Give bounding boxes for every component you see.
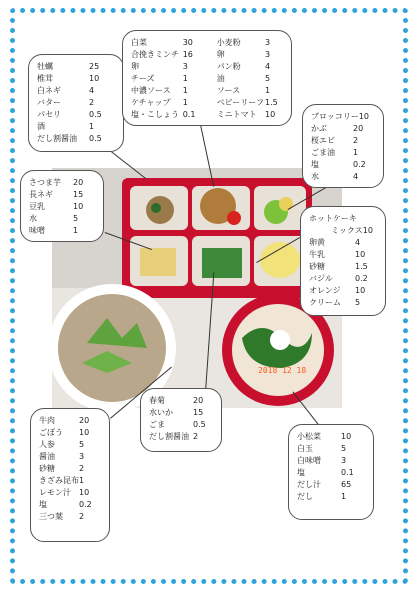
ingredient-amount: 5 <box>79 440 85 449</box>
ingredient-name: 塩 <box>39 500 47 509</box>
ingredient-row <box>297 479 365 491</box>
ingredient-row <box>217 97 283 109</box>
ingredient-name: ミニトマト <box>216 110 257 119</box>
hotcake-subtitle: ミックス <box>331 226 363 235</box>
ingredient-row <box>309 249 377 261</box>
ingredient-amount: 15 <box>73 190 84 199</box>
ingredient-name: 白味噌 <box>297 456 321 465</box>
ingredient-row <box>131 97 205 109</box>
ingredient-amount: 2 <box>79 512 85 521</box>
ingredient-row <box>39 439 101 451</box>
ingredient-name: 水 <box>311 172 319 181</box>
ingredient-amount: 20 <box>193 396 204 405</box>
ingredient-row <box>37 121 115 133</box>
hotcake-title: ホットケーキ <box>309 214 357 223</box>
ingredient-row <box>149 419 213 431</box>
ingredient-name: 小麦粉 <box>216 38 241 47</box>
ingredient-row <box>297 431 365 443</box>
ingredient-amount: 65 <box>341 480 352 489</box>
ingredient-name: ごま油 <box>311 148 335 157</box>
ingredient-row <box>131 37 205 49</box>
ingredient-amount: 1 <box>182 86 188 95</box>
ingredient-amount: 10 <box>358 112 370 121</box>
ingredient-name: 桜エビ <box>311 136 335 145</box>
ingredient-name: 味噌 <box>29 226 45 235</box>
ingredient-amount: 10 <box>265 110 276 119</box>
ingredient-amount: 10 <box>79 488 90 497</box>
ingredient-row <box>217 85 283 97</box>
ingredient-name: 卵 <box>131 62 139 71</box>
ingredient-row <box>309 261 377 273</box>
ingredient-amount: 3 <box>182 62 188 71</box>
ingredient-row <box>39 487 101 499</box>
ingredient-row <box>311 171 375 183</box>
ingredient-row <box>297 443 365 455</box>
ingredient-row <box>29 225 95 237</box>
ingredient-name: バター <box>37 98 61 107</box>
ingredient-amount: 5 <box>341 444 347 453</box>
ingredient-row <box>37 61 115 73</box>
ingredient-amount: 2 <box>193 432 199 441</box>
ingredient-amount: 1.5 <box>265 98 278 107</box>
ingredient-name: 豆乳 <box>29 202 45 211</box>
ingredient-row <box>37 73 115 85</box>
ingredient-amount: 5 <box>265 74 271 83</box>
ingredient-row <box>311 135 375 147</box>
ingredient-amount: 10 <box>355 250 366 259</box>
ingredient-row <box>39 475 101 487</box>
ingredient-row <box>309 273 377 285</box>
ingredient-name: 白玉 <box>297 444 313 453</box>
ingredient-name: 牛乳 <box>309 250 325 259</box>
ingredient-amount: 10 <box>89 74 100 83</box>
ingredient-name: 塩 <box>297 468 305 477</box>
ingredient-amount: 2 <box>353 136 359 145</box>
ingredient-amount: 4 <box>89 86 95 95</box>
ingredient-amount: 3 <box>341 456 347 465</box>
ingredient-row <box>131 85 205 97</box>
ingredient-amount: 15 <box>193 408 204 417</box>
ingredient-row <box>309 297 377 309</box>
ingredient-row <box>131 61 205 73</box>
ingredient-name: レモン汁 <box>39 488 71 497</box>
ingredient-row <box>29 189 95 201</box>
ingredients-bubble-bottom-center <box>140 388 222 452</box>
ingredient-name: ブロッコリー <box>311 112 359 121</box>
ingredient-row <box>149 395 213 407</box>
ingredient-row <box>217 61 283 73</box>
ingredient-name: ソース <box>216 86 241 95</box>
ingredient-row <box>29 213 95 225</box>
ingredient-amount: 20 <box>73 178 84 187</box>
ingredient-row <box>217 49 283 61</box>
ingredient-name: 小松菜 <box>297 432 321 441</box>
ingredient-name: 長ネギ <box>29 190 53 199</box>
ingredient-name: 白ネギ <box>37 86 61 95</box>
ingredient-row <box>39 427 101 439</box>
ingredient-name: 人参 <box>39 440 55 449</box>
ingredient-amount: 0.2 <box>79 500 92 509</box>
ingredient-amount: 1 <box>353 148 359 157</box>
ingredient-amount: 1 <box>265 86 271 95</box>
ingredient-name: 三つ葉 <box>39 512 63 521</box>
ingredient-name: オレンジ <box>309 286 341 295</box>
ingredient-amount: 2 <box>79 464 85 473</box>
ingredients-bubble-bottom-left <box>30 408 110 542</box>
ingredient-name: 酒 <box>37 122 45 131</box>
ingredient-row <box>29 201 95 213</box>
ingredient-name: 水いか <box>149 408 173 417</box>
ingredients-bubble-right-top <box>302 104 384 188</box>
ingredient-name: だし汁 <box>297 480 321 489</box>
ingredient-amount: 20 <box>79 416 90 425</box>
ingredient-amount: 1 <box>182 98 188 107</box>
ingredient-amount: 10 <box>355 286 366 295</box>
ingredient-amount: 1 <box>341 492 347 501</box>
ingredient-amount: 0.1 <box>341 468 354 477</box>
ingredient-amount: 16 <box>182 50 193 59</box>
ingredient-name: 塩 <box>311 160 319 169</box>
ingredient-amount: 10 <box>73 202 84 211</box>
ingredient-amount: 0.2 <box>353 160 366 169</box>
ingredient-amount: 2 <box>89 98 95 107</box>
ingredient-row <box>37 109 115 121</box>
ingredient-amount: 0.5 <box>193 420 206 429</box>
ingredient-row <box>311 159 375 171</box>
ingredient-row <box>131 109 205 121</box>
ingredient-row <box>39 415 101 427</box>
ingredient-row <box>39 463 101 475</box>
ingredient-amount: 1.5 <box>355 262 368 271</box>
ingredient-row <box>297 467 365 479</box>
ingredient-name: 牛肉 <box>39 416 55 425</box>
ingredient-name: パン粉 <box>216 62 241 71</box>
ingredient-row <box>37 85 115 97</box>
ingredient-row <box>297 455 365 467</box>
ingredient-amount: 10 <box>341 432 352 441</box>
ingredient-name: パセリ <box>37 110 61 119</box>
ingredient-name: ベビーリーフ <box>216 98 264 107</box>
ingredient-name: バジル <box>309 274 333 283</box>
ingredient-amount: 1 <box>79 476 85 485</box>
ingredient-name: さつま芋 <box>29 178 61 187</box>
ingredient-name: ごぼう <box>39 428 63 437</box>
ingredient-name: ケチャップ <box>131 98 171 107</box>
ingredient-amount: 0.5 <box>89 134 102 143</box>
ingredient-row <box>217 37 283 49</box>
ingredient-amount: 3 <box>265 50 271 59</box>
ingredient-name: だし割醤油 <box>149 432 189 441</box>
ingredients-bubble-bottom-right <box>288 424 374 520</box>
ingredient-name: 中濃ソース <box>131 86 171 95</box>
ingredient-name: 卵黄 <box>309 238 325 247</box>
ingredient-amount: 10 <box>79 428 90 437</box>
ingredient-name: 合挽きミンチ <box>131 50 179 59</box>
ingredient-name: 水 <box>29 214 37 223</box>
ingredient-row <box>131 49 205 61</box>
ingredient-amount: 1 <box>89 122 95 131</box>
ingredient-amount: 4 <box>265 62 271 71</box>
ingredient-row <box>29 177 95 189</box>
ingredient-amount: 0.5 <box>89 110 102 119</box>
ingredient-row <box>39 499 101 511</box>
ingredient-amount: 1 <box>182 74 188 83</box>
ingredient-row <box>149 431 213 443</box>
ingredient-row <box>39 511 101 523</box>
ingredient-amount: 0.1 <box>182 110 196 119</box>
ingredient-row <box>311 147 375 159</box>
hotcake-subtitle-amount: 10 <box>362 226 373 235</box>
hotcake-subtitle-row <box>309 225 377 237</box>
ingredient-row <box>37 97 115 109</box>
ingredient-amount: 25 <box>89 62 100 71</box>
ingredient-name: ごま <box>149 420 165 429</box>
ingredient-amount: 3 <box>79 452 85 461</box>
ingredient-amount: 5 <box>73 214 79 223</box>
ingredient-name: 牡蠣 <box>37 62 53 71</box>
hotcake-title-row <box>309 213 377 225</box>
ingredient-amount: 3 <box>265 38 271 47</box>
ingredient-name: かぶ <box>311 124 327 133</box>
ingredients-bubble-top-left <box>28 54 124 152</box>
ingredient-name: 卵 <box>216 50 225 59</box>
ingredient-name: 砂糖 <box>39 464 55 473</box>
ingredients-bubble-top-center <box>122 30 292 126</box>
ingredient-row <box>309 237 377 249</box>
ingredient-row <box>311 111 375 123</box>
photo-date-stamp: 2018 12 18 <box>258 366 307 375</box>
ingredient-name: きざみ昆布 <box>39 476 79 485</box>
ingredient-name: 白菜 <box>131 38 147 47</box>
ingredient-row <box>37 133 115 145</box>
ingredients-bubble-right-middle <box>300 206 386 316</box>
ingredient-amount: 1 <box>73 226 79 235</box>
ingredient-row <box>217 73 283 85</box>
ingredient-row <box>309 285 377 297</box>
ingredients-bubble-left-middle <box>20 170 104 242</box>
ingredient-name: 椎茸 <box>37 74 53 83</box>
ingredient-row <box>217 109 283 121</box>
ingredient-name: チーズ <box>131 74 155 83</box>
ingredient-amount: 20 <box>353 124 364 133</box>
ingredient-name: 醤油 <box>39 452 55 461</box>
ingredient-row <box>131 73 205 85</box>
ingredient-amount: 30 <box>182 38 193 47</box>
ingredient-name: 砂糖 <box>309 262 325 271</box>
ingredient-amount: 5 <box>355 298 361 307</box>
ingredient-name: 塩・こしょう <box>131 110 179 119</box>
ingredient-amount: 0.2 <box>355 274 368 283</box>
ingredient-amount: 4 <box>353 172 359 181</box>
ingredient-name: だし <box>297 492 313 501</box>
ingredient-row <box>297 491 365 503</box>
ingredient-name: 油 <box>216 74 225 83</box>
ingredient-name: 春菊 <box>149 396 165 405</box>
ingredient-name: だし割醤油 <box>37 134 77 143</box>
ingredient-name: クリーム <box>309 298 341 307</box>
ingredient-amount: 4 <box>355 238 361 247</box>
ingredient-row <box>149 407 213 419</box>
ingredient-row <box>39 451 101 463</box>
ingredient-row <box>311 123 375 135</box>
